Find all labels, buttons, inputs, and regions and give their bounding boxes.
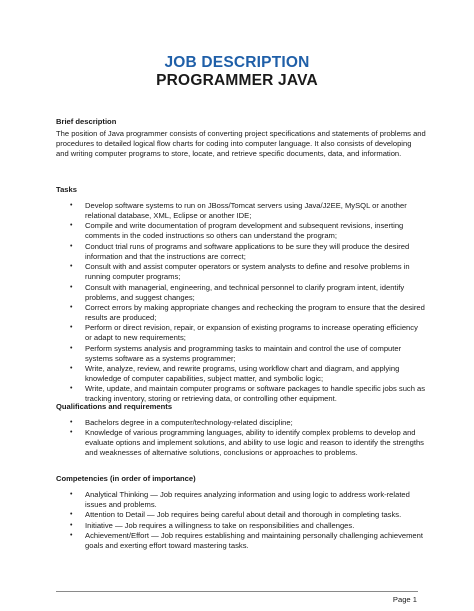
- list-item: • Perform systems analysis and programming tasks to maintain and control the use of computer systems software as a systems programmer;: [70, 343, 402, 363]
- bullet-icon: •: [70, 344, 73, 352]
- list-item: • Attention to Detail — Job requires being careful about detail and thorough in completing tasks.: [70, 510, 402, 520]
- footer-divider: [56, 591, 418, 592]
- list-item: • Write, analyze, review, and rewrite programs, using workflow chart and diagram, and applying knowledge of computer capabilities, subject matter, and symbolic logic;: [70, 364, 400, 384]
- bullet-icon: •: [70, 222, 73, 230]
- page-number: Page 1: [392, 595, 417, 604]
- bullet-icon: •: [70, 303, 73, 311]
- bullet-icon: •: [70, 491, 73, 498]
- competencies-list: [56, 490, 426, 551]
- bullet-icon: •: [70, 283, 73, 291]
- list-item: • Knowledge of various programming languages, ability to identify complex problems to develop and evaluate options and implement solutions, and ability to use logic and reason to identify the strengths and weaknesses of alternative solutions, conclusions or approaches to problems.: [70, 428, 424, 458]
- list-item: • Analytical Thinking — Job requires analyzing information and using logic to address work-related issues and problems.: [70, 490, 410, 510]
- bullet-icon: •: [70, 242, 73, 250]
- document-title: JOB DESCRIPTION: [164, 54, 310, 71]
- list-item: • Correct errors by making appropriate changes and rechecking the program to ensure that the desired results are produced;: [70, 302, 425, 322]
- bullet-icon: •: [70, 429, 73, 437]
- bullet-icon: •: [70, 263, 73, 271]
- list-item: • Perform or direct revision, repair, or expansion of existing programs to increase operating efficiency or adapt to new requirements;: [70, 323, 418, 343]
- qualifications-heading: Qualifications and requirements: [56, 402, 173, 411]
- bullet-icon: •: [70, 365, 73, 372]
- bullet-icon: •: [70, 202, 73, 209]
- bullet-icon: •: [70, 385, 73, 393]
- tasks-heading: Tasks: [56, 185, 77, 194]
- bullet-icon: •: [70, 511, 73, 519]
- document-subtitle: PROGRAMMER JAVA: [156, 72, 318, 89]
- tasks-list: [56, 201, 426, 405]
- list-item: • Write, update, and maintain computer programs or software packages to handle specific jobs such as tracking inventory, storing or retrieving data, or controlling other equipment.: [70, 384, 426, 404]
- brief-heading: Brief description: [56, 117, 117, 126]
- list-item: • Initiative — Job requires a willingness to take on responsibilities and challenges.: [70, 520, 355, 530]
- bullet-icon: •: [70, 324, 73, 332]
- bullet-icon: •: [70, 521, 73, 529]
- bullet-icon: •: [70, 531, 73, 539]
- list-item: • Develop software systems to run on JBoss/Tomcat servers using Java/J2EE, MySQL or another relational database, XML, Eclipse or another IDE;: [70, 201, 407, 221]
- list-item: • Conduct trial runs of programs and software applications to be sure they will produce the desired information and that the instructions are correct;: [70, 241, 410, 261]
- brief-text: The position of Java programmer consists of converting project specifications and statements of problems and procedures to detailed logical flow charts for coding into computer language. It also consists of developing and writing computer programs to store, locate, and retrieve specific documents, data, and information.: [56, 129, 426, 159]
- list-item: • Compile and write documentation of program development and subsequent revisions, inserting comments in the coded instructions so others can understand the program;: [70, 221, 404, 241]
- list-item: • Bachelors degree in a computer/technology-related discipline;: [70, 418, 293, 427]
- list-item: • Consult with managerial, engineering, and technical personnel to clarify program intent, identify problems, and suggest changes;: [70, 282, 405, 302]
- qualifications-list: [56, 418, 426, 459]
- competencies-heading: Competencies (in order of importance): [56, 474, 196, 483]
- list-item: • Achievement/Effort — Job requires establishing and maintaining personally challenging achievement goals and exerting effort toward mastering tasks.: [70, 530, 423, 551]
- bullet-icon: •: [70, 419, 73, 426]
- list-item: • Consult with and assist computer operators or system analysts to define and resolve problems in running computer programs;: [70, 262, 410, 282]
